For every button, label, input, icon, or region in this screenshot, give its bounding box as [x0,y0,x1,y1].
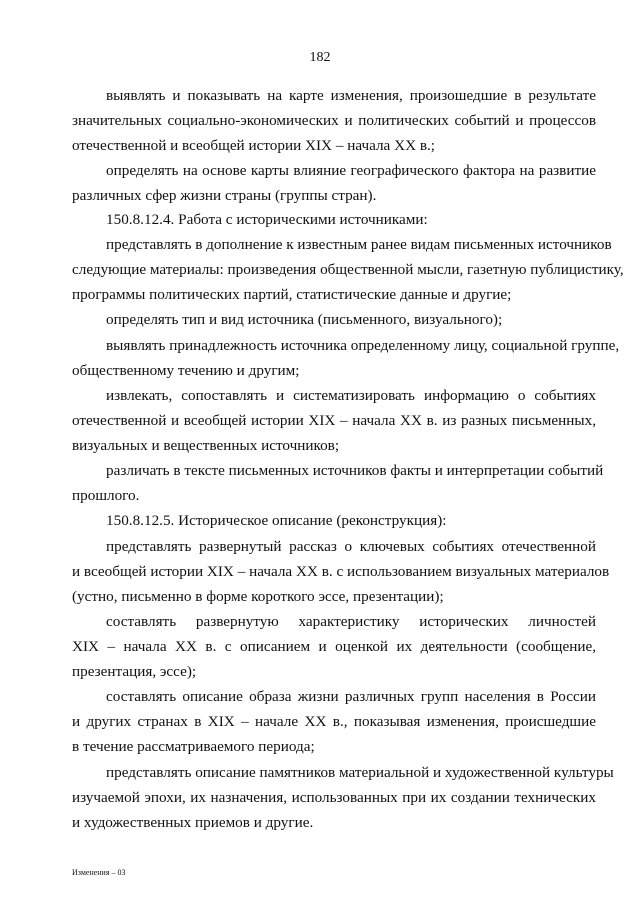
section-heading: 150.8.12.4. Работа с историческими источниками: [106,211,428,228]
text-line: и всеобщей истории XIX – начала XX в. с использованием визуальных материалов [72,563,610,580]
text-line: различать в тексте письменных источников факты и интерпретации событий [106,462,604,479]
text-line: отечественной и всеобщей истории XIX – начала XX в.; [72,137,436,154]
text-line: изучаемой эпохи, их назначения, использованных при их создании технических [72,789,596,806]
text-line: определять на основе карты влияние географического фактора на развитие [106,162,596,179]
text-line: визуальных и вещественных источников; [72,437,340,454]
text-line: извлекать, сопоставлять и систематизировать информацию о событиях [106,387,596,404]
text-line: отечественной и всеобщей истории XIX – начала XX в. из разных письменных, [72,412,596,429]
page-number: 182 [309,50,331,65]
section-heading: 150.8.12.5. Историческое описание (реконструкция): [106,512,447,529]
text-line: общественному течению и другим; [72,362,300,379]
text-line: в течение рассматриваемого периода; [72,738,315,755]
text-line: следующие материалы: произведения общественной мысли, газетную публицистику, [72,261,624,278]
text-line: представлять описание памятников материальной и художественной культуры [106,764,614,781]
footer-revision-note: Изменения – 03 [72,868,126,877]
text-line: и художественных приемов и другие. [72,814,314,831]
text-line: XIX – начала XX в. с описанием и оценкой их деятельности (сообщение, [72,638,596,655]
text-line: выявлять принадлежность источника определенному лицу, социальной группе, [106,337,620,354]
text-line: различных сфер жизни страны (группы стран). [72,187,377,204]
text-line: и других странах в XIX – начале XX в., показывая изменения, происшедшие [72,713,596,730]
text-line: составлять описание образа жизни различных групп населения в России [106,688,596,705]
text-line: определять тип и вид источника (письменного, визуального); [106,311,503,328]
text-line: представлять развернутый рассказ о ключевых событиях отечественной [106,538,596,555]
text-line: представлять в дополнение к известным ранее видам письменных источников [106,236,612,253]
text-line: презентация, эссе); [72,663,197,680]
text-line: составлять развернутую характеристику исторических личностей [106,613,596,630]
text-line: (устно, письменно в форме короткого эссе, презентации); [72,588,444,605]
text-line: значительных социально-экономических и политических событий и процессов [72,112,596,129]
text-line: прошлого. [72,487,140,504]
text-line: программы политических партий, статистические данные и другие; [72,286,512,303]
text-line: выявлять и показывать на карте изменения, произошедшие в результате [106,87,596,104]
